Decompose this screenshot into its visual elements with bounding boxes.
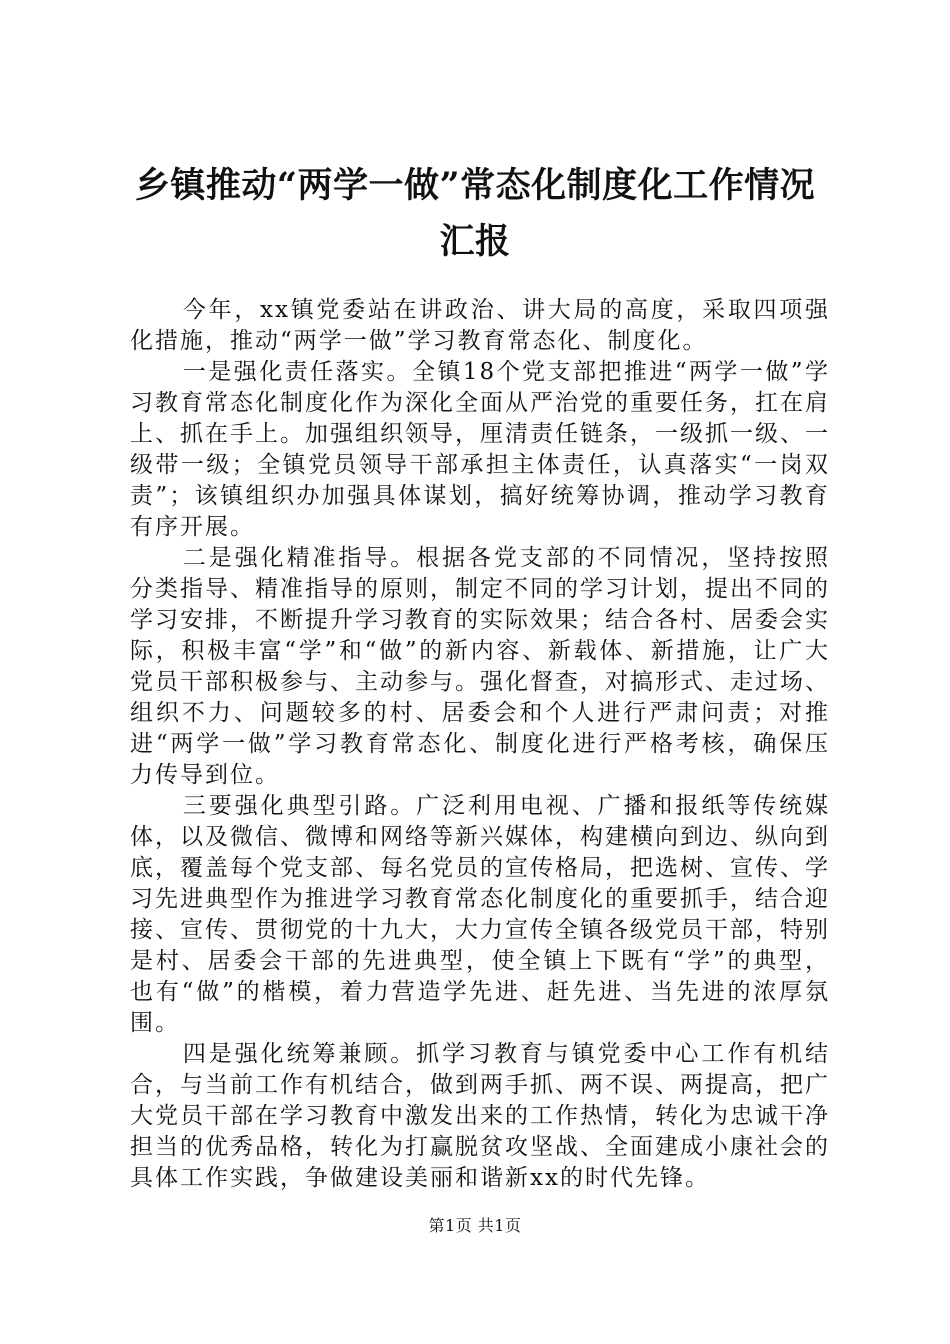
document-body: [130, 295, 830, 1194]
paragraph-guidance: 二是强化精准指导。根据各党支部的不同情况，坚持按照分类指导、精准指导的原则，制定不同的学习计划，提出不同的学习安排，不断提升学习教育的实际效果；结合各村、居委会实际，积极丰富“学”和“做”的新内容、新载体、新措施，让广大党员干部积极参与、主动参与。强化督查，对搞形式、走过场、组织不力、问题较多的村、居委会和个人进行严肃问责；对推进“两学一做”学习教育常态化、制度化进行严格考核，确保压力传导到位。: [130, 545, 830, 788]
paragraph-coordination: 四是强化统筹兼顾。抓学习教育与镇党委中心工作有机结合，与当前工作有机结合，做到两手抓、两不误、两提高，把广大党员干部在学习教育中激发出来的工作热情，转化为忠诚干净担当的优秀品格，转化为打赢脱贫攻坚战、全面建成小康社会的具体工作实践，争做建设美丽和谐新xx的时代先锋。: [130, 1041, 830, 1191]
paragraph-responsibility: 一是强化责任落实。全镇18个党支部把推进“两学一做”学习教育常态化制度化作为深化全面从严治党的重要任务，扛在肩上、抓在手上。加强组织领导，厘清责任链条，一级抓一级、一级带一级；全镇党员领导干部承担主体责任，认真落实“一岗双责”；该镇组织办加强具体谋划，搞好统筹协调，推动学习教育有序开展。: [130, 359, 830, 540]
paragraph-exemplars: 三要强化典型引路。广泛利用电视、广播和报纸等传统媒体，以及微信、微博和网络等新兴媒体，构建横向到边、纵向到底，覆盖每个党支部、每名党员的宣传格局，把选树、宣传、学习先进典型作为推进学习教育常态化制度化的重要抓手，结合迎接、宣传、贯彻党的十九大，大力宣传全镇各级党员干部，特别是村、居委会干部的先进典型，使全镇上下既有“学”的典型，也有“做”的楷模，着力营造学先进、赶先进、当先进的浓厚氛围。: [130, 793, 830, 1036]
paragraph-intro: 今年，xx镇党委站在讲政治、讲大局的高度，采取四项强化措施，推动“两学一做”学习教育常态化、制度化。: [130, 297, 830, 354]
page-footer: 第1页 共1页: [428, 1216, 522, 1235]
document-title: 乡镇推动“两学一做”常态化制度化工作情况汇报: [134, 165, 816, 262]
